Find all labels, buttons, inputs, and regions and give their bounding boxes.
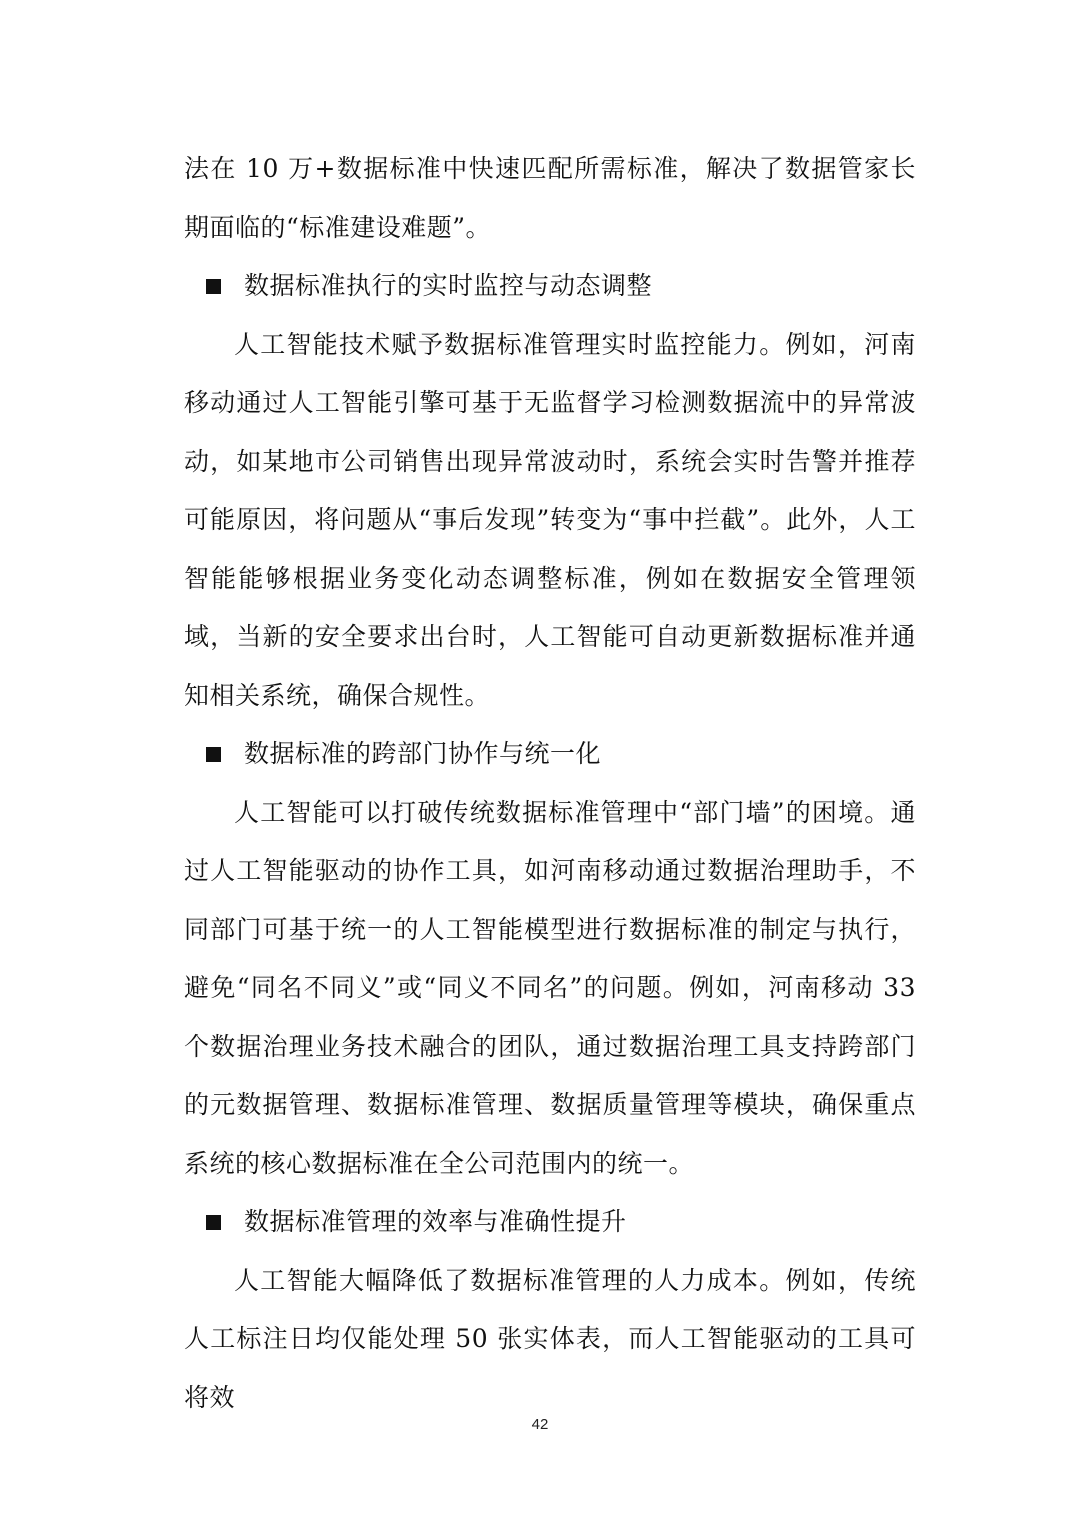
black-square-bullet-icon bbox=[206, 1215, 221, 1230]
paragraph-cross-department: 人工智能可以打破传统数据标准管理中“部门墙”的困境。通过人工智能驱动的协作工具，如河南移动通过数据治理助手，不同部门可基于统一的人工智能模型进行数据标准的制定与执行，避免“同名不同义”或“同义不同名”的问题。例如，河南移动 33 个数据治理业务技术融合的团队，通过数据治理工具支持跨部门的元数据管理、数据标准管理、数据质量管理等模块，确保重点系统的核心数据标准在全公司范围内的统一。 bbox=[184, 797, 916, 1178]
black-square-bullet-icon bbox=[206, 747, 221, 762]
section-heading-cross-department bbox=[184, 725, 916, 784]
black-square-bullet-icon bbox=[206, 279, 221, 294]
section-heading-text: 数据标准管理的效率与准确性提升 bbox=[244, 1207, 627, 1236]
section-heading-realtime-monitoring bbox=[184, 257, 916, 316]
page-number: 42 bbox=[531, 1416, 549, 1433]
paragraph-realtime-monitoring: 人工智能技术赋予数据标准管理实时监控能力。例如，河南移动通过人工智能引擎可基于无监督学习检测数据流中的异常波动，如某地市公司销售出现异常波动时，系统会实时告警并推荐可能原因，将问题从“事后发现”转变为“事中拦截”。此外，人工智能能够根据业务变化动态调整标准，例如在数据安全管理领域，当新的安全要求出台时，人工智能可自动更新数据标准并通知相关系统，确保合规性。 bbox=[184, 329, 916, 710]
section-heading-efficiency bbox=[184, 1193, 916, 1252]
section-heading-text: 数据标准执行的实时监控与动态调整 bbox=[244, 271, 653, 300]
section-heading-text: 数据标准的跨部门协作与统一化 bbox=[244, 739, 602, 768]
document-body bbox=[184, 140, 916, 1427]
paragraph-efficiency: 人工智能大幅降低了数据标准管理的人力成本。例如，传统人工标注日均仅能处理 50 张实体表，而人工智能驱动的工具可将效 bbox=[184, 1265, 916, 1412]
paragraph-continuation: 法在 10 万+数据标准中快速匹配所需标准，解决了数据管家长期面临的“标准建设难题”。 bbox=[184, 154, 916, 242]
